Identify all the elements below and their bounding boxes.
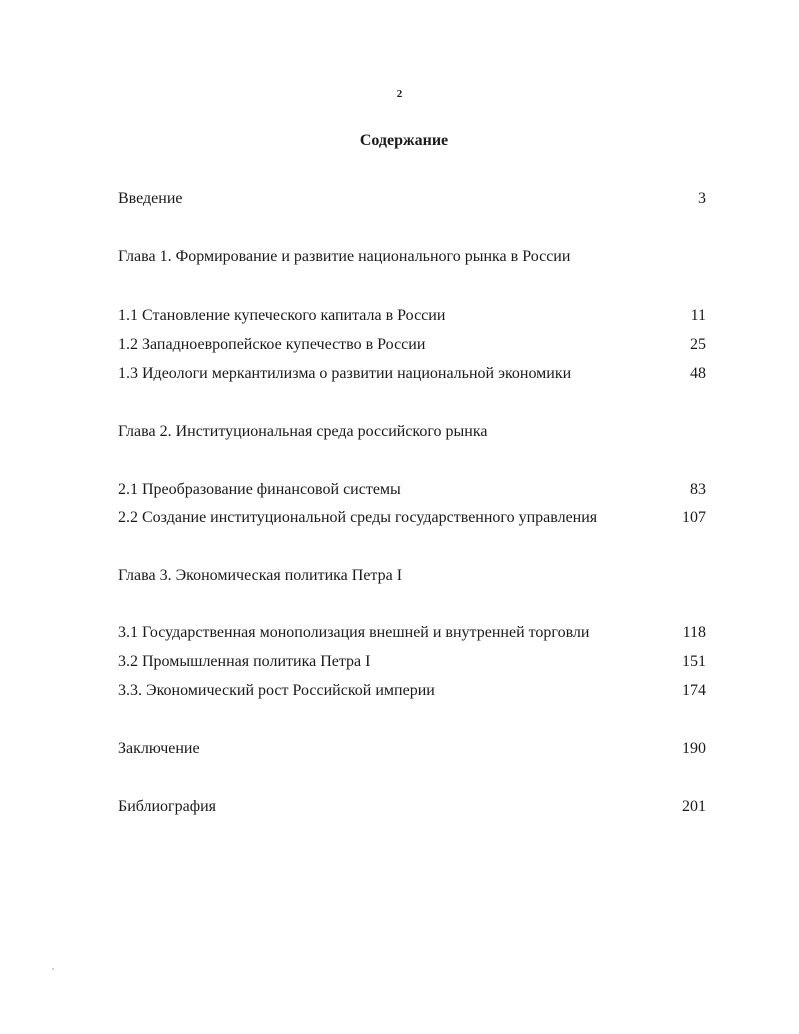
toc-chapter-label: Глава 1. Формирование и развитие национального рынка в России [118, 248, 571, 265]
toc-entry-intro [118, 188, 706, 210]
toc-entry-page: 151 [682, 653, 706, 670]
toc-entry-page: 3 [698, 190, 706, 207]
toc-entry-3-3 [118, 680, 706, 702]
toc-chapter-2 [118, 421, 706, 443]
toc-entry-bibliography [118, 796, 706, 818]
toc-entry-page: 25 [690, 336, 706, 353]
page-number: 2 [396, 88, 403, 100]
toc-entry-page: 48 [690, 365, 706, 382]
toc-entry-3-2 [118, 651, 706, 673]
toc-entry-2-2 [118, 507, 706, 529]
toc-entry-conclusion [118, 738, 706, 760]
toc-entry-label: Библиография [118, 798, 216, 815]
toc-entry-label: 3.2 Промышленная политика Петра I [118, 653, 371, 670]
toc-entry-3-1 [118, 622, 706, 644]
toc-entry-page: 11 [690, 307, 706, 324]
toc-entry-page: 118 [682, 624, 706, 641]
toc-entry-page: 83 [690, 481, 706, 498]
toc-entry-2-1 [118, 479, 706, 501]
toc-entry-label: 3.1 Государственная монополизация внешней и внутренней торговли [118, 624, 590, 641]
toc-chapter-label: Глава 2. Институциональная среда российского рынка [118, 423, 488, 440]
toc-entry-label: 1.2 Западноевропейское купечество в России [118, 336, 426, 353]
toc-entry-1-2 [118, 334, 706, 356]
toc-entry-1-1 [118, 305, 706, 327]
toc-entry-label: Введение [118, 190, 183, 207]
toc-entry-label: 2.1 Преобразование финансовой системы [118, 481, 401, 498]
toc-entry-label: 2.2 Создание институциональной среды государственного управления [118, 509, 598, 526]
scan-speck [52, 968, 54, 970]
toc-title: Содержание [359, 132, 449, 149]
toc-entry-label: 3.3. Экономический рост Российской империи [118, 682, 435, 699]
toc-chapter-3 [118, 565, 706, 587]
toc-entry-label: 1.3 Идеологи меркантилизма о развитии национальной экономики [118, 365, 572, 382]
toc-chapter-label: Глава 3. Экономическая политика Петра I [118, 567, 403, 584]
toc-entry-page: 107 [682, 509, 706, 526]
toc-entry-label: 1.1 Становление купеческого капитала в России [118, 307, 446, 324]
toc-entry-page: 201 [682, 798, 706, 815]
toc-entry-page: 174 [682, 682, 706, 699]
toc-chapter-1 [118, 246, 706, 268]
toc-entry-1-3 [118, 363, 706, 385]
toc-entry-page: 190 [682, 740, 706, 757]
toc-entry-label: Заключение [118, 740, 200, 757]
